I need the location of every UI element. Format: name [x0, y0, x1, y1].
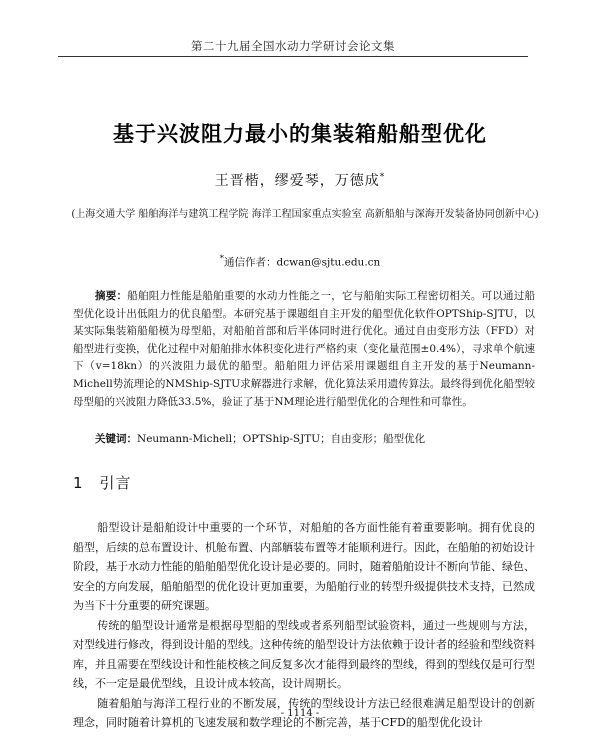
header-divider: [58, 56, 528, 57]
paragraph: 船型设计是船舶设计中重要的一个环节，对船舶的各方面性能有着重要影响。拥有优良的船型，后续的总布置设计、机舱布置、内部舾装布置等才能顺利进行。因此，在船舶的初始设计阶段，基于水动力性能的船舶船型优化设计是必要的。同时，随着船舶设计不断向节能、绿色、安全的方向发展，船舶船型的优化设计更加重要，为船舶行业的转型升级提供技术支持，已然成为当下十分重要的研究课题。: [73, 521, 535, 612]
paragraph: 传统的船型设计通常是根据母型船的型线或者系列船型试验资料，通过一些规则与方法，对型线进行修改，得到设计船的型线。这种传统的船型设计方法依赖于设计者的经验和型线资料库，并且需要在型线设计和性能校核之间反复多次才能得到最终的型线，得到的型线仅是可行型线，不一定是最优型线，且设计成本较高，设计周期长。: [73, 618, 535, 690]
section-heading: [73, 472, 132, 493]
section-title: 引言: [99, 474, 132, 492]
corresponding-author: [0, 254, 600, 270]
running-header: 第二十九届全国水动力学研讨会论文集: [191, 39, 395, 53]
keywords-text: Neumann-Michell；OPTShip-SJTU；自由变形；船型优化: [137, 433, 426, 445]
paragraph: 随着船舶与海洋工程行业的不断发展，传统的型线设计方法已经很难满足船型设计的创新理念，同时随着计算机的飞速发展和数学理论的不断完善，基于CFD的船型优化设计: [73, 696, 535, 729]
keywords: [95, 431, 535, 448]
abstract: [73, 288, 535, 411]
paper-title: 基于兴波阻力最小的集装箱船船型优化: [113, 122, 487, 146]
page-number: - 1114 -: [280, 708, 320, 719]
body-text: [73, 518, 535, 733]
abstract-label: 摘要：: [95, 290, 128, 302]
corresponding-mark: *: [219, 254, 225, 264]
author-corresponding-mark: *: [379, 172, 386, 183]
section-number: 1: [73, 474, 84, 492]
author-names: 王晋楷，缪爱琴，万德成: [214, 173, 380, 189]
author-list: [0, 170, 600, 190]
affiliation: (上海交通大学 船舶海洋与建筑工程学院 海洋工程国家重点实验室 高新船舶与深海开发装备协同创新中心): [71, 209, 539, 220]
corresponding-email: 通信作者：dcwan@sjtu.edu.cn: [224, 256, 381, 269]
keywords-label: 关键词：: [95, 433, 137, 445]
abstract-text: 船舶阻力性能是船舶重要的水动力性能之一，它与船舶实际工程密切相关。可以通过船型优化设计出低阻力的优良船型。本研究基于课题组自主开发的船型优化软件OPTShip-SJTU，以某实际集装箱船船模为母型船，对船舶首部和后半体同时进行优化。通过自由变形方法（FFD）对船型进行变换，优化过程中对船舶排水体积变化进行严格约束（变化量范围±0.4%），寻求单个航速下（v=18kn）的兴波阻力最优的船型。船舶阻力评估采用课题组自主开发的基于Neumann-Michell势流理论的NMShip-SJTU求解器进行求解，优化算法采用遗传算法。最终得到优化船型较母型船的兴波阻力降低33.5%，验证了基于NM理论进行船型优化的合理性和可靠性。: [73, 290, 536, 408]
